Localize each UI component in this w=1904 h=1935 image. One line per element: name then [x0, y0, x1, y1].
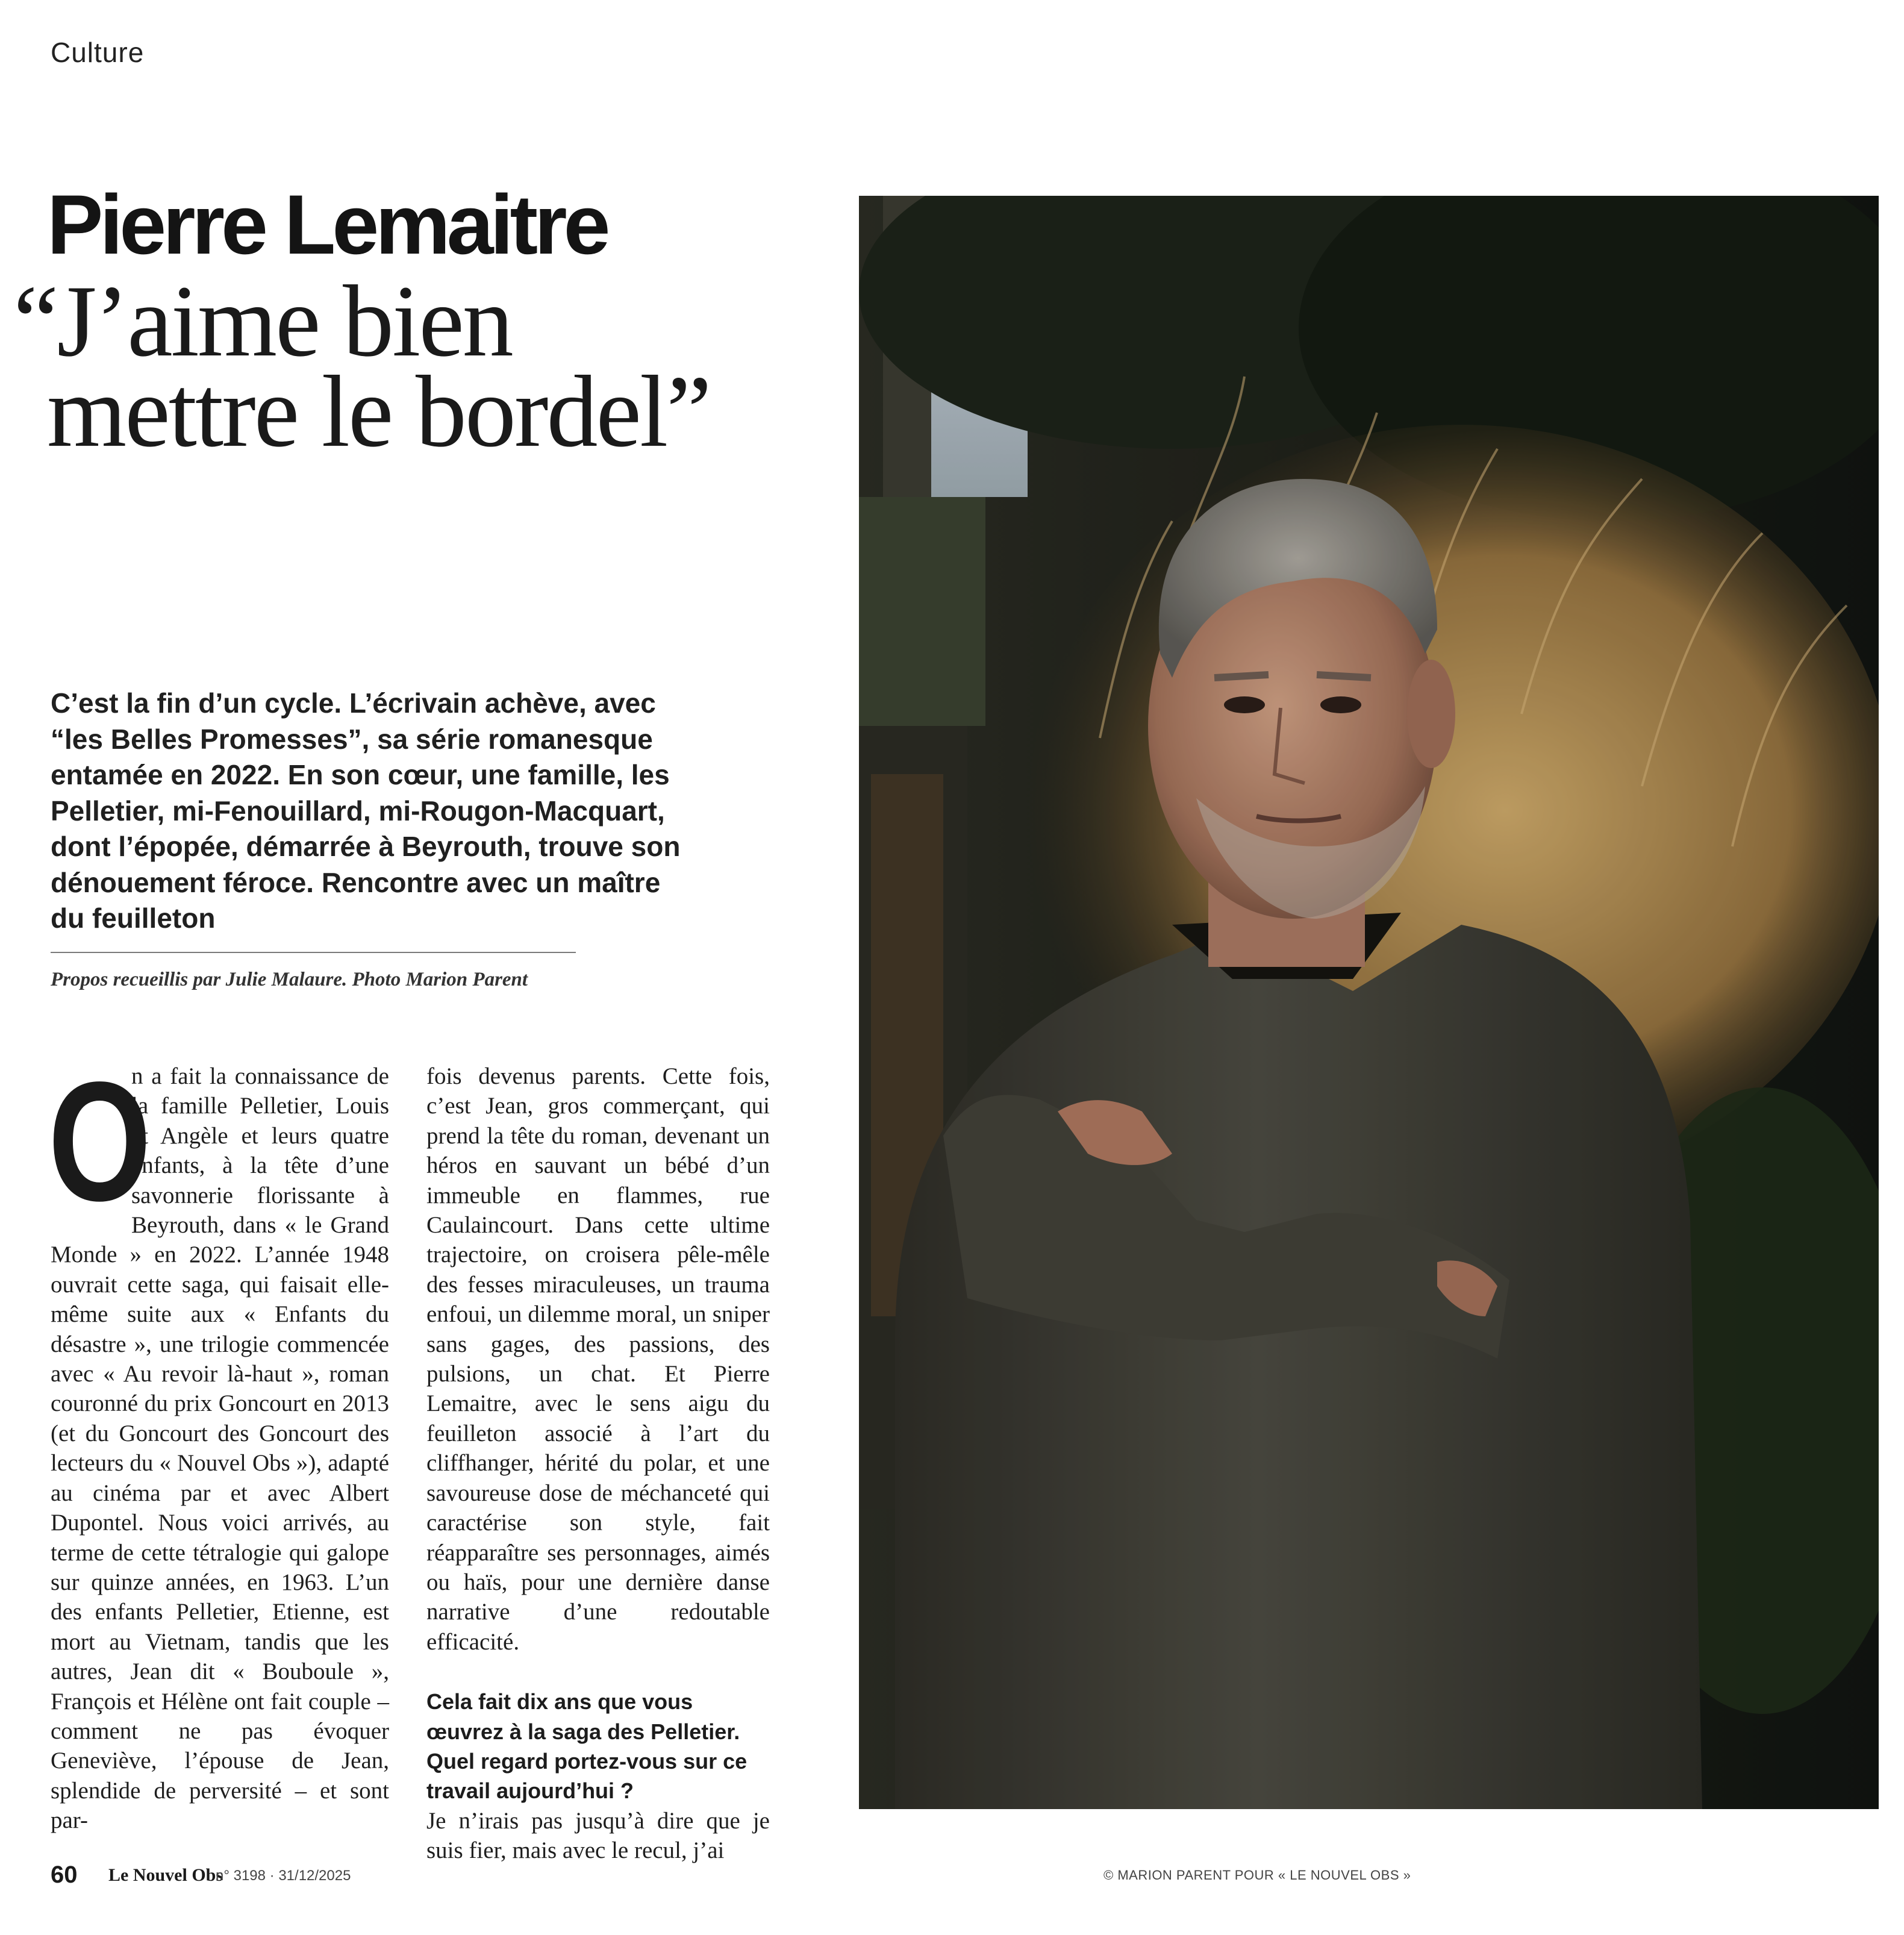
- body-text-1: n a fait la connaissance de la famille Pelletier, Louis et Angèle et leurs quatre enfants, à la tête d’une savonnerie florissante à Beyrouth, dans « le Grand Monde » en 2022. L’année 1948 ouvrait cette saga, qui faisait elle-même suite aux « Enfants du désastre », une trilogie commencée avec « Au revoir là-haut », roman couronné du prix Goncourt en 2013 (et du Goncourt des Goncourt des lecteurs du « Nouvel Obs »), adapté au cinéma par et avec Albert Dupontel. Nous voici arrivés, au terme de cette tétralogie qui galope sur quinze années, en 1963. L’un des enfants Pelletier, Etienne, est mort au Vietnam, tandis que les autres, Jean dit « Bouboule », François et Hélène ont fait couple – comment ne pas évoquer Geneviève, l’épouse de Jean, splendide de perversité – et sont par-: [51, 1063, 389, 1834]
- photo-credit: © MARION PARENT POUR « LE NOUVEL OBS »: [1103, 1868, 1411, 1883]
- divider: [51, 952, 576, 953]
- body-text-2: fois devenus parents. Cette fois, c’est Jean, gros commerçant, qui prend la tête du roman, devenant un héros en sauvant un bébé d’un immeuble en flammes, rue Caulaincourt. Dans cette ultime trajectoire, on croisera pêle-mêle des fesses miraculeuses, un trauma enfoui, un dilemme moral, un sniper sans gages, des passions, des pulsions, un chat. Et Pierre Lemaitre, avec le sens aigu du feuilleton associé à l’art du cliffhanger, hérité du polar, et une savoureuse dose de méchanceté qui caractérise son style, fait réapparaître ses personnages, aimés ou haïs, pour une dernière danse narrative d’une redoutable efficacité.: [426, 1063, 770, 1655]
- quote-line-2: mettre le bordel”: [47, 355, 710, 468]
- article-title-quote: [13, 264, 796, 468]
- article-credits: Propos recueillis par Julie Malaure. Photo Marion Parent: [51, 969, 528, 990]
- page-number: 60: [51, 1862, 78, 1888]
- interview-question: Cela fait dix ans que vous œuvrez à la saga des Pelletier. Quel regard portez-vous sur ce travail aujourd’hui ?: [426, 1689, 748, 1804]
- interview-answer: Je n’irais pas jusqu’à dire que je suis fier, mais avec le recul, j’ai: [426, 1807, 770, 1864]
- quote-line-1: “J’aime bien: [13, 264, 512, 378]
- section-rubric: Culture: [51, 37, 145, 68]
- magazine-name: Le Nouvel Obs: [108, 1865, 223, 1885]
- portrait-photo: [859, 196, 1879, 1809]
- body-column-1: [48, 1046, 389, 1836]
- issue-info: n° 3198 · 31/12/2025: [216, 1868, 351, 1884]
- body-column-2: [426, 1061, 770, 1866]
- article-lead: C’est la fin d’un cycle. L’écrivain achève, avec “les Belles Promesses”, sa série romanesque entamée en 2022. En son cœur, une famille, les Pelletier, mi-Fenouillard, mi-Rougon-Macquart, dont l’épopée, démarrée à Beyrouth, trouve son dénouement féroce. Rencontre avec un maître du feuilleton: [51, 687, 681, 934]
- drop-cap: O: [48, 1046, 146, 1236]
- article-title-name: Pierre Lemaitre: [47, 177, 607, 272]
